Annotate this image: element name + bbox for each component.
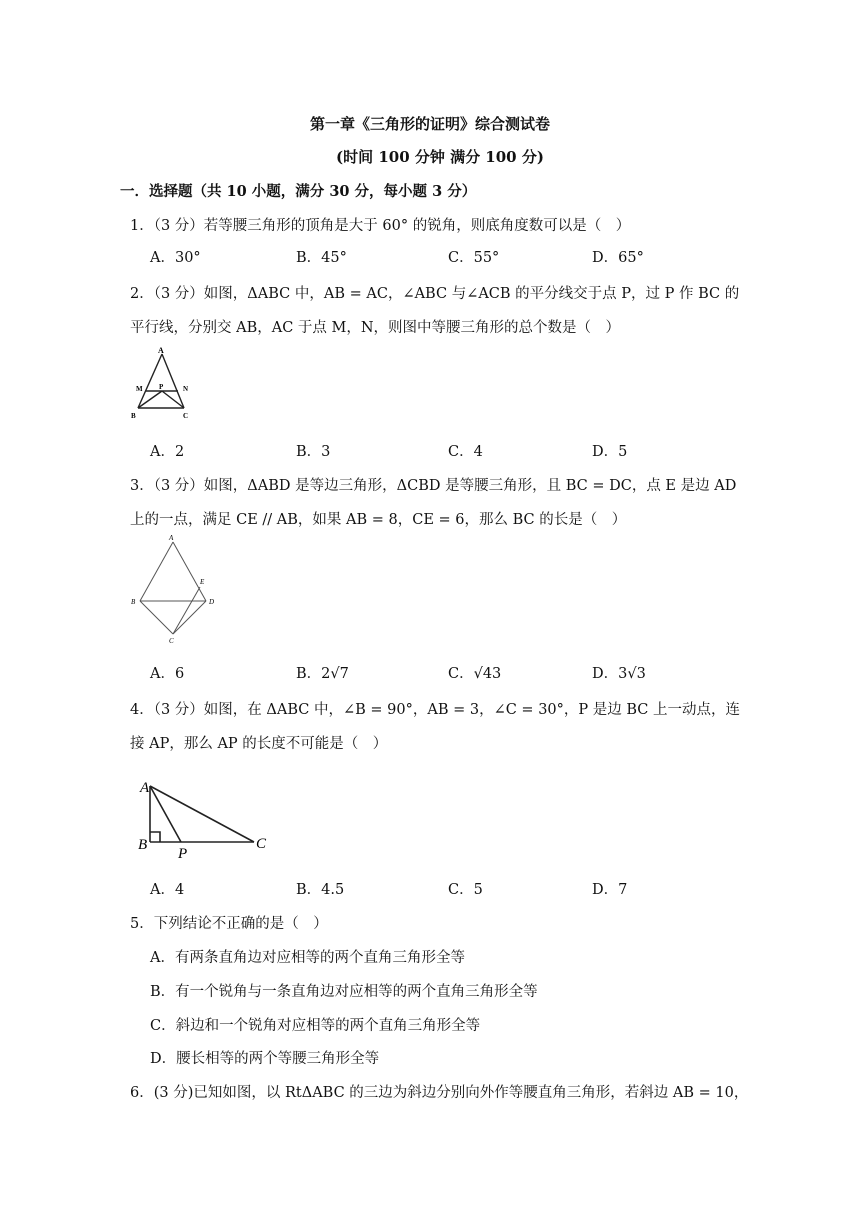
q3-line1: 3．（3 分）如图，ΔABD 是等边三角形，ΔCBD 是等腰三角形，且 BC = DC，点 E 是边 AD: [130, 478, 737, 494]
page-title: 第一章《三角形的证明》综合测试卷: [310, 115, 551, 133]
q2-option-a: A．2: [150, 444, 185, 460]
q3-option-b: B．2√7: [296, 666, 349, 682]
q3-label-c: C: [169, 637, 174, 645]
q4-label-a: A: [140, 780, 150, 796]
q4-label-p: P: [178, 846, 188, 858]
section-heading: 一．选择题（共 10 小题，满分 30 分，每小题 3 分）: [120, 183, 477, 200]
q4-figure: [128, 772, 276, 858]
q4-line1: 4．（3 分）如图，在 ΔABC 中，∠B = 90°，AB = 3，∠C = 30°，P 是边 BC 上一动点，连: [130, 702, 740, 718]
q2-line1: 2．（3 分）如图，ΔABC 中，AB = AC，∠ABC 与∠ACB 的平分线交于点 P，过 P 作 BC 的: [130, 286, 740, 302]
q2-label-m: M: [136, 385, 143, 393]
q4-label-b: B: [138, 837, 148, 853]
q4-line2: 接 AP，那么 AP 的长度不可能是（ ）: [130, 736, 388, 752]
q1-option-d: D．65°: [592, 250, 644, 266]
q3-option-c: C．√43: [448, 666, 502, 682]
q1-option-b: B．45°: [296, 250, 347, 266]
page-subtitle: (时间 100 分钟 满分 100 分): [336, 148, 544, 166]
q1-text: 1．（3 分）若等腰三角形的顶角是大于 60° 的锐角，则底角度数可以是（ ）: [130, 218, 631, 234]
q3-label-a: A: [169, 534, 174, 542]
q3-label-e: E: [200, 578, 205, 586]
q4-option-b: B．4.5: [296, 882, 345, 898]
q2-label-c: C: [183, 412, 189, 420]
q3-label-b: B: [131, 598, 136, 606]
q4-option-c: C．5: [448, 882, 483, 898]
q5-text: 5．下列结论不正确的是（ ）: [130, 916, 328, 932]
q5-option-d: D．腰长相等的两个等腰三角形全等: [150, 1051, 380, 1067]
q2-figure: [128, 346, 198, 422]
q4-option-d: D．7: [592, 882, 628, 898]
q2-option-d: D．5: [592, 444, 628, 460]
q5-option-c: C．斜边和一个锐角对应相等的两个直角三角形全等: [150, 1018, 481, 1034]
q3-option-d: D．3√3: [592, 666, 646, 682]
q5-option-b: B．有一个锐角与一条直角边对应相等的两个直角三角形全等: [150, 984, 538, 1000]
q4-label-c: C: [256, 836, 267, 852]
q2-option-b: B．3: [296, 444, 331, 460]
q2-label-p: P: [159, 383, 164, 391]
q2-label-a: A: [158, 346, 164, 355]
q2-label-n: N: [183, 385, 189, 393]
q1-option-a: A．30°: [150, 250, 201, 266]
q5-option-a: A．有两条直角边对应相等的两个直角三角形全等: [150, 950, 465, 966]
q3-option-a: A．6: [150, 666, 185, 682]
q6-text: 6．(3 分)已知如图，以 RtΔABC 的三边为斜边分别向外作等腰直角三角形，若斜边 AB = 10，: [130, 1085, 749, 1101]
q2-option-c: C．4: [448, 444, 483, 460]
q3-figure: [128, 532, 224, 648]
q1-option-c: C．55°: [448, 250, 500, 266]
q4-option-a: A．4: [150, 882, 185, 898]
q2-line2: 平行线，分别交 AB，AC 于点 M，N，则图中等腰三角形的总个数是（ ）: [130, 320, 621, 336]
q2-label-b: B: [131, 412, 136, 420]
q3-line2: 上的一点，满足 CE // AB，如果 AB = 8，CE = 6，那么 BC 的长是（ ）: [130, 512, 627, 528]
q3-label-d: D: [209, 598, 215, 606]
